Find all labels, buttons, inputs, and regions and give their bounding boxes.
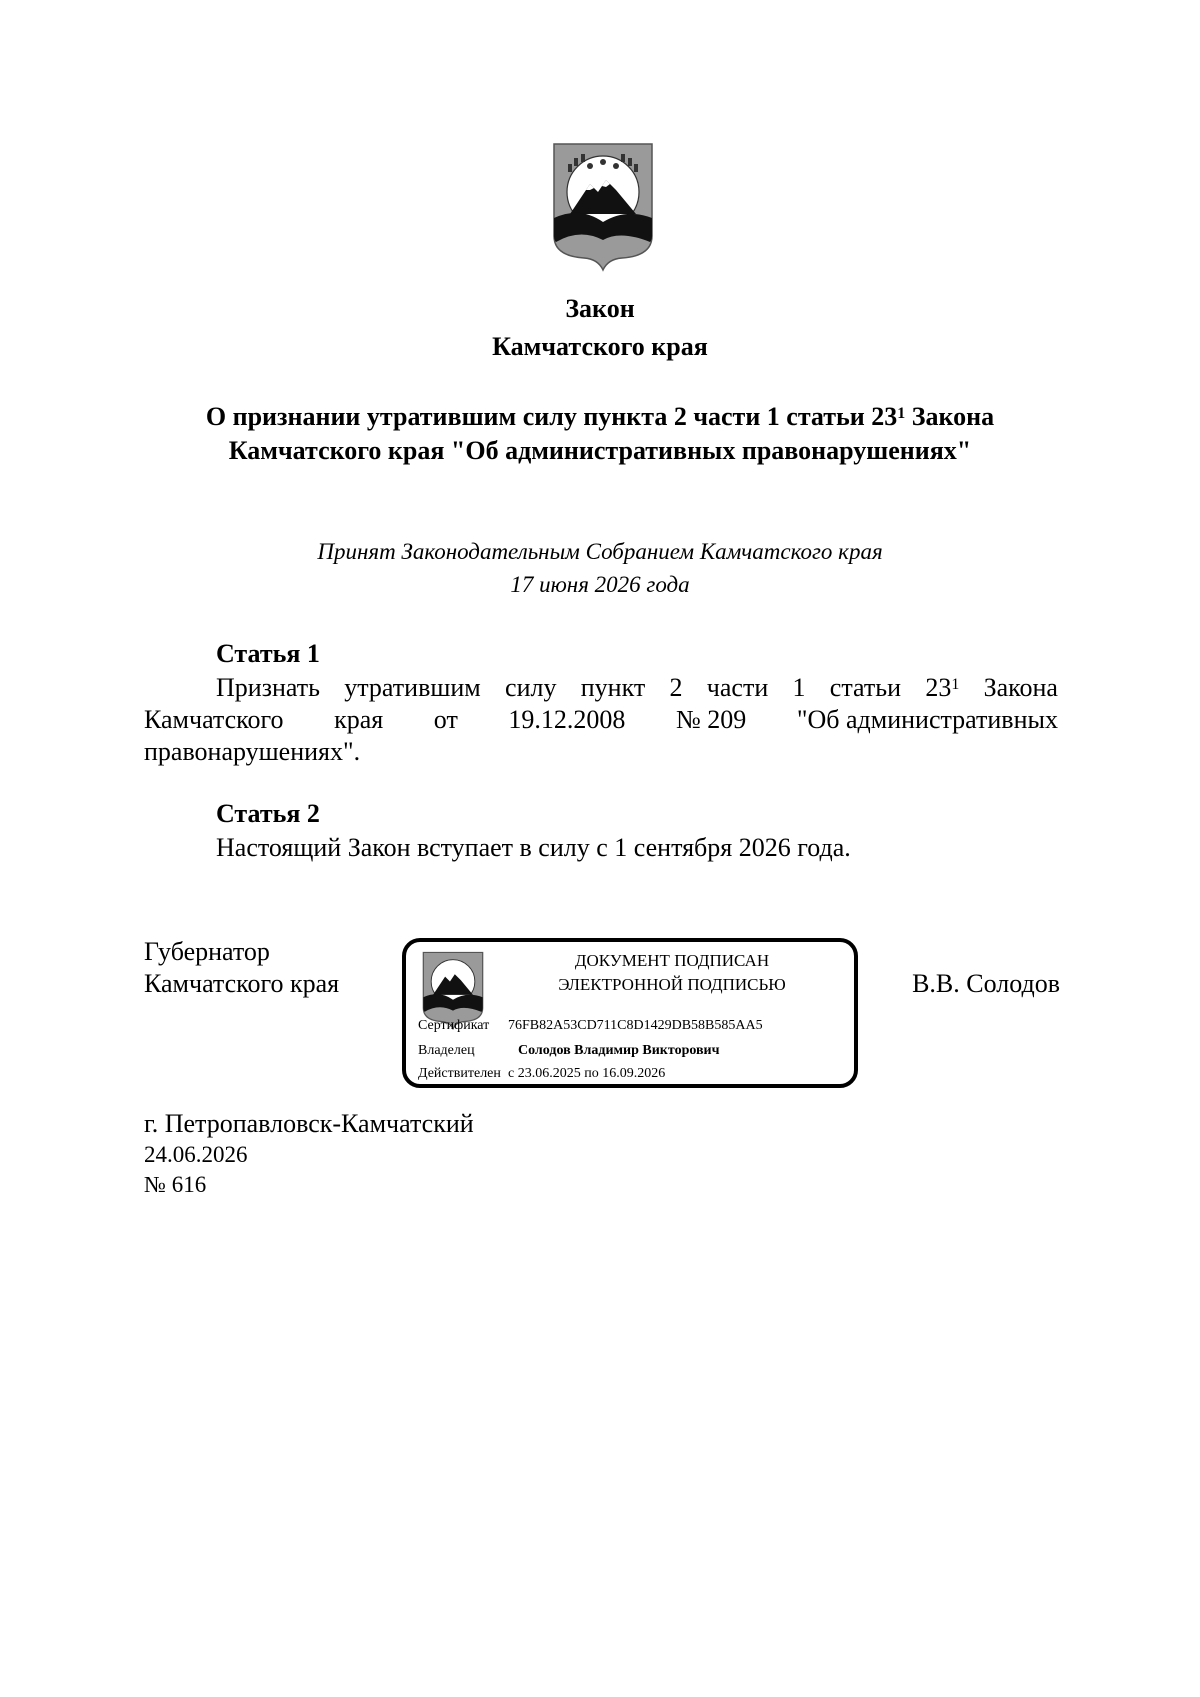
kamchatka-coat-of-arms-icon [550,140,656,272]
document-number: № 616 [144,1172,207,1197]
signatory-name: В.В. Солодов [912,969,1060,998]
adoption-date: 17 июня 2026 года [510,572,690,597]
stamp-owner: Владелец Солодов Владимир Викторович [418,1043,720,1058]
document-type: Закон [565,294,635,323]
article-1-line1: Признать утратившим силу пункт 2 части 1 статьи $23^1$ Закона [216,673,1058,702]
electronic-signature-stamp [402,938,858,1088]
stamp-certificate: Сертификат 76FB82A53CD711C8D1429DB58B585AA5 [418,1018,763,1033]
stamp-subtitle: ЭЛЕКТРОННОЙ ПОДПИСЬЮ [558,975,786,994]
adoption-note: Принят Законодательным Собранием Камчатского края [317,539,883,564]
article-1-heading: Статья 1 [216,639,320,668]
issuing-region: Камчатского края [492,332,708,361]
law-subject-line1: О признании утратившим силу пункта 2 части 1 статьи $23^1$ Закона [205,402,995,431]
stamp-validity: Действителен с 23.06.2025 по 16.09.2026 [418,1066,666,1081]
article-1-text [144,672,1058,768]
law-subject-line2: Камчатского края "Об административных правонарушениях" [228,436,972,465]
article-1-line3: правонарушениях". [144,737,361,766]
article-1-line2: Камчатского края от 19.12.2008 № 209 "Об административных [144,705,1058,734]
signatory-position: Губернатор Камчатского края [144,937,340,998]
document-date: 24.06.2026 [144,1142,248,1167]
stamp-title: ДОКУМЕНТ ПОДПИСАН [574,951,770,970]
article-2-heading: Статья 2 [216,799,320,828]
article-2-text: Настоящий Закон вступает в силу с 1 сентября 2026 года. [216,833,851,862]
document-place: г. Петропавловск-Камчатский [144,1109,474,1138]
